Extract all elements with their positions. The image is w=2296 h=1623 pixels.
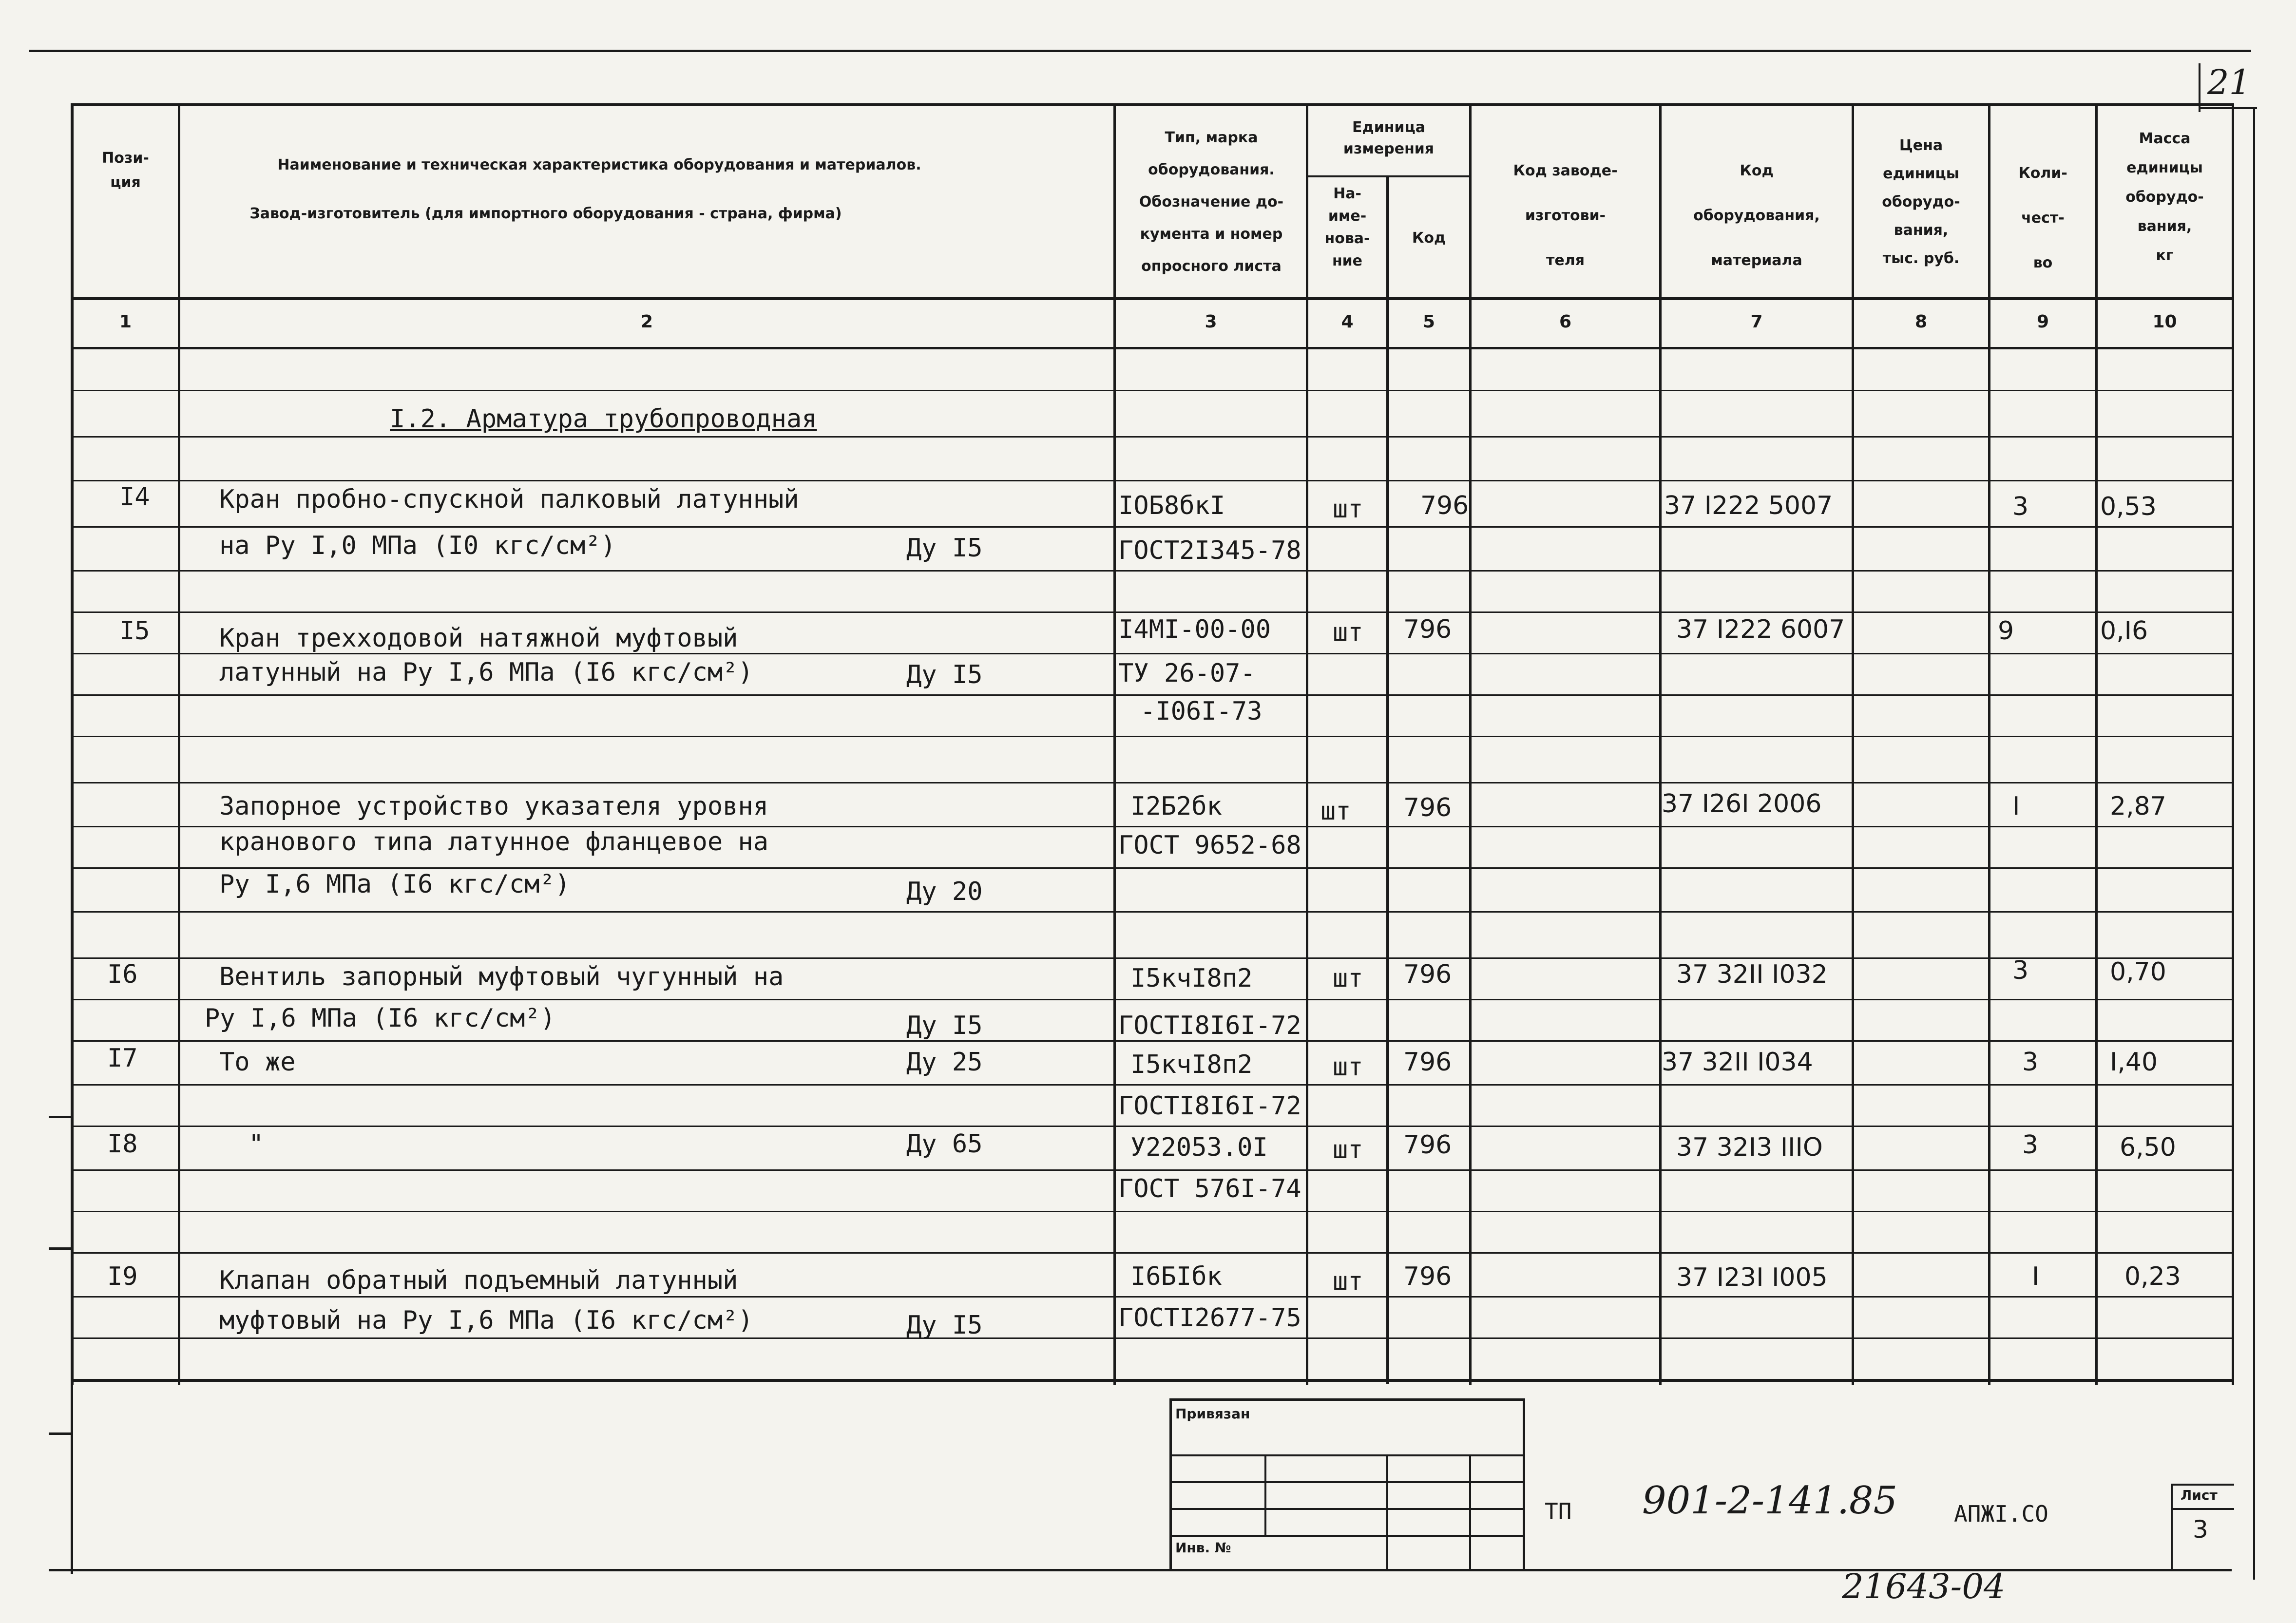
row-line xyxy=(71,1296,2234,1298)
stamp-left xyxy=(1169,1398,1172,1569)
row-line xyxy=(71,1252,2234,1254)
row-du: Ду 20 xyxy=(906,877,983,906)
header-unit-code: Код xyxy=(1412,229,1446,247)
frame-left-lower xyxy=(71,1379,73,1574)
row-mass: 0,23 xyxy=(2124,1262,2181,1291)
row-line xyxy=(71,911,2234,913)
row-type: I2Б2бк xyxy=(1130,792,1222,821)
row-code: 796 xyxy=(1403,1262,1452,1291)
row-unit: шт xyxy=(1333,1135,1363,1165)
row-line xyxy=(71,694,2234,696)
row-type: У22053.0I xyxy=(1130,1133,1268,1162)
frame-right xyxy=(2232,103,2234,1385)
row-name: на Ру I,0 МПа (I0 кгс/см²) xyxy=(219,531,616,560)
stamp-col xyxy=(1386,1454,1388,1569)
col-number-1: 1 xyxy=(119,312,132,332)
row-du: Ду I5 xyxy=(906,1311,983,1340)
row-name: латунный на Ру I,6 МПа (I6 кгс/см²) xyxy=(219,658,753,687)
row-pos: I5 xyxy=(119,616,150,646)
row-line xyxy=(71,480,2234,481)
row-pos: I4 xyxy=(119,482,150,512)
row-pos: I7 xyxy=(107,1044,138,1073)
row-equip: 37 I23I I005 xyxy=(1676,1263,1828,1292)
row-name: Кран трехходовой натяжной муфтовый xyxy=(219,624,738,653)
stamp-project: 901-2-141.85 xyxy=(1642,1479,1898,1523)
row-qty: 9 xyxy=(1998,616,2014,646)
row-type: I6БIбк xyxy=(1130,1262,1222,1291)
stamp-inv: Инв. № xyxy=(1175,1540,1231,1556)
row-mass: I,40 xyxy=(2110,1048,2158,1077)
row-equip: 37 32II I034 xyxy=(1662,1048,1813,1077)
row-line xyxy=(71,736,2234,737)
row-code: 796 xyxy=(1403,960,1452,989)
row-name: Ру I,6 МПа (I6 кгс/см²) xyxy=(205,1004,556,1033)
sheet-box-left xyxy=(2171,1484,2173,1569)
row-line xyxy=(71,570,2234,572)
row-name: Кран пробно-спускной палковый латунный xyxy=(219,485,799,514)
col-number-8: 8 xyxy=(1914,312,1928,332)
row-unit: шт xyxy=(1333,1267,1363,1296)
row-type: IОБ8бкI xyxy=(1118,491,1225,520)
sheet-num-box-bottom xyxy=(2199,107,2257,109)
row-name: То же xyxy=(219,1048,296,1077)
colnum-bottom xyxy=(71,347,2234,349)
header-maker-code: Код заводе- изготови- теля xyxy=(1513,162,1618,269)
margin-tick xyxy=(49,1247,73,1250)
col-number-5: 5 xyxy=(1422,312,1435,332)
row-equip: 37 32I3 IIIО xyxy=(1676,1133,1823,1162)
row-line xyxy=(71,1211,2234,1212)
row-name: Вентиль запорный муфтовый чугунный на xyxy=(219,962,784,992)
row-type: ГОСТI8I6I-72 xyxy=(1118,1091,1301,1121)
stamp-top xyxy=(1169,1398,1525,1401)
row-equip: 37 32II I032 xyxy=(1676,960,1828,989)
header-price: Цена единицы оборудо- вания, тыс. руб. xyxy=(1882,137,1960,267)
row-line xyxy=(71,611,2234,613)
sheet-box-mid xyxy=(2171,1508,2234,1510)
col-line-5 xyxy=(1469,103,1472,1385)
row-du: Ду I5 xyxy=(906,534,983,563)
col-number-4: 4 xyxy=(1341,312,1354,332)
row-unit: шт xyxy=(1333,1052,1363,1082)
row-unit: шт xyxy=(1333,618,1363,647)
row-type: I5кчI8п2 xyxy=(1130,964,1253,993)
row-line xyxy=(71,867,2234,869)
row-unit: шт xyxy=(1333,964,1363,993)
row-name: Клапан обратный подъемный латунный xyxy=(219,1266,738,1295)
row-line xyxy=(71,1040,2234,1042)
row-type: ГОСТI2677-75 xyxy=(1118,1303,1301,1333)
row-line xyxy=(71,436,2234,438)
row-du: Ду I5 xyxy=(906,1011,983,1040)
stamp-sheet-label: Лист xyxy=(2181,1487,2218,1503)
row-name: кранового типа латунное фланцевое на xyxy=(219,827,769,857)
header-unit: Единица измерения xyxy=(1343,119,1435,157)
frame-right-extend xyxy=(2253,108,2255,1580)
row-equip: 37 I222 6007 xyxy=(1676,615,1845,644)
row-qty: I xyxy=(2032,1262,2040,1291)
col-line-3 xyxy=(1306,103,1308,1385)
row-type: ГОСТ 9652-68 xyxy=(1118,831,1301,860)
row-type: I4МI-00-00 xyxy=(1118,615,1271,644)
row-mass: 2,87 xyxy=(2110,792,2166,821)
row-pos: I6 xyxy=(107,960,138,989)
header-equip-code: Код оборудования, материала xyxy=(1693,162,1820,269)
row-type: -I06I-73 xyxy=(1140,697,1263,726)
col-line-4 xyxy=(1386,175,1389,1384)
stamp-tp: ТП xyxy=(1545,1498,1572,1525)
row-unit: шт xyxy=(1320,797,1351,826)
bottom-handwritten-number: 21643-04 xyxy=(1842,1566,2006,1606)
row-unit: шт xyxy=(1333,495,1363,524)
row-type: ГОСТI8I6I-72 xyxy=(1118,1011,1301,1040)
header-type: Тип, марка оборудования. Обозначение до- кумента и номер опросного листа xyxy=(1139,129,1284,275)
sheet-number-top: 21 xyxy=(2207,62,2251,102)
row-du: Ду 25 xyxy=(906,1048,983,1077)
sheet-box-top xyxy=(2171,1484,2234,1486)
header-name-line1: Наименование и техническая характеристика оборудования и материалов. xyxy=(277,156,921,173)
row-type: I5кчI8п2 xyxy=(1130,1050,1253,1079)
col-number-3: 3 xyxy=(1205,312,1217,332)
row-code: 796 xyxy=(1403,615,1452,644)
header-bottom xyxy=(71,297,2234,300)
col-number-10: 10 xyxy=(2152,312,2177,332)
margin-tick xyxy=(49,1116,73,1118)
row-code: 796 xyxy=(1403,1130,1452,1160)
row-du: Ду I5 xyxy=(906,660,983,689)
stamp-col xyxy=(1469,1454,1471,1569)
row-line xyxy=(71,1126,2234,1127)
row-mass: 0,53 xyxy=(2100,492,2157,521)
header-unit-name: На- име- нова- ние xyxy=(1324,185,1370,269)
col-line-9 xyxy=(2095,103,2098,1385)
row-name: " xyxy=(249,1129,264,1159)
col-line-7 xyxy=(1852,103,1854,1385)
top-rule xyxy=(29,50,2251,52)
row-mass: 0,70 xyxy=(2110,957,2166,987)
stamp-row xyxy=(1169,1508,1525,1510)
stamp-privyazan: Привязан xyxy=(1175,1406,1250,1422)
stamp-right xyxy=(1523,1398,1525,1569)
header-pos: Пози- ция xyxy=(102,150,149,191)
row-line xyxy=(71,999,2234,1000)
margin-tick xyxy=(49,1432,73,1435)
row-mass: 6,50 xyxy=(2120,1133,2176,1162)
row-name: Ру I,6 МПа (I6 кгс/см²) xyxy=(219,870,571,899)
row-pos: I8 xyxy=(107,1129,138,1159)
col-line-1 xyxy=(178,103,180,1385)
row-line xyxy=(71,782,2234,783)
row-line xyxy=(71,1337,2234,1339)
stamp-col xyxy=(1264,1454,1266,1535)
header-mass: Масса единицы оборудо- вания, кг xyxy=(2125,130,2204,264)
row-code: 796 xyxy=(1403,1048,1452,1077)
section-title: I.2. Арматура трубопроводная xyxy=(390,404,817,434)
frame-left xyxy=(71,103,74,1385)
row-line xyxy=(71,1084,2234,1086)
col-number-6: 6 xyxy=(1559,312,1572,332)
row-equip: 37 I222 5007 xyxy=(1664,491,1833,520)
row-name: муфтовый на Ру I,6 МПа (I6 кгс/см²) xyxy=(219,1306,753,1335)
row-type: ГОСТ 576I-74 xyxy=(1118,1174,1301,1203)
frame-top xyxy=(71,103,2234,106)
table-bottom xyxy=(71,1379,2234,1382)
row-code: 796 xyxy=(1420,491,1469,520)
row-line xyxy=(71,390,2234,391)
row-line xyxy=(71,526,2234,528)
row-line xyxy=(71,653,2234,654)
col-line-8 xyxy=(1988,103,1990,1385)
col-number-7: 7 xyxy=(1750,312,1763,332)
row-line xyxy=(71,957,2234,959)
stamp-row xyxy=(1169,1481,1525,1483)
header-qty: Коли- чест- во xyxy=(2018,165,2067,271)
row-code: 796 xyxy=(1403,793,1452,822)
col-number-2: 2 xyxy=(640,312,653,332)
row-qty: I xyxy=(2012,792,2020,821)
row-pos: I9 xyxy=(107,1262,138,1291)
row-type: ТУ 26-07- xyxy=(1118,659,1256,688)
stamp-sheet-value: 3 xyxy=(2193,1515,2208,1544)
row-equip: 37 I26I 2006 xyxy=(1662,789,1822,819)
stamp-row xyxy=(1169,1454,1525,1456)
row-qty: 3 xyxy=(2022,1048,2039,1077)
row-du: Ду 65 xyxy=(906,1129,983,1159)
stamp-row xyxy=(1169,1535,1525,1537)
header-name-line2: Завод-изготовитель (для импортного оборудования - страна, фирма) xyxy=(249,205,842,222)
row-qty: 3 xyxy=(2022,1130,2039,1160)
row-qty: 3 xyxy=(2012,492,2029,521)
col-line-2 xyxy=(1113,103,1116,1385)
col-number-9: 9 xyxy=(2036,312,2049,332)
row-qty: 3 xyxy=(2012,956,2029,985)
stamp-code: АПЖI.СО xyxy=(1954,1501,2048,1527)
col-line-6 xyxy=(1659,103,1662,1385)
row-name: Запорное устройство указателя уровня xyxy=(219,792,769,821)
row-line xyxy=(71,1169,2234,1171)
row-type: ГОСТ2I345-78 xyxy=(1118,536,1301,565)
unit-split xyxy=(1306,175,1469,177)
row-mass: 0,I6 xyxy=(2100,616,2148,646)
